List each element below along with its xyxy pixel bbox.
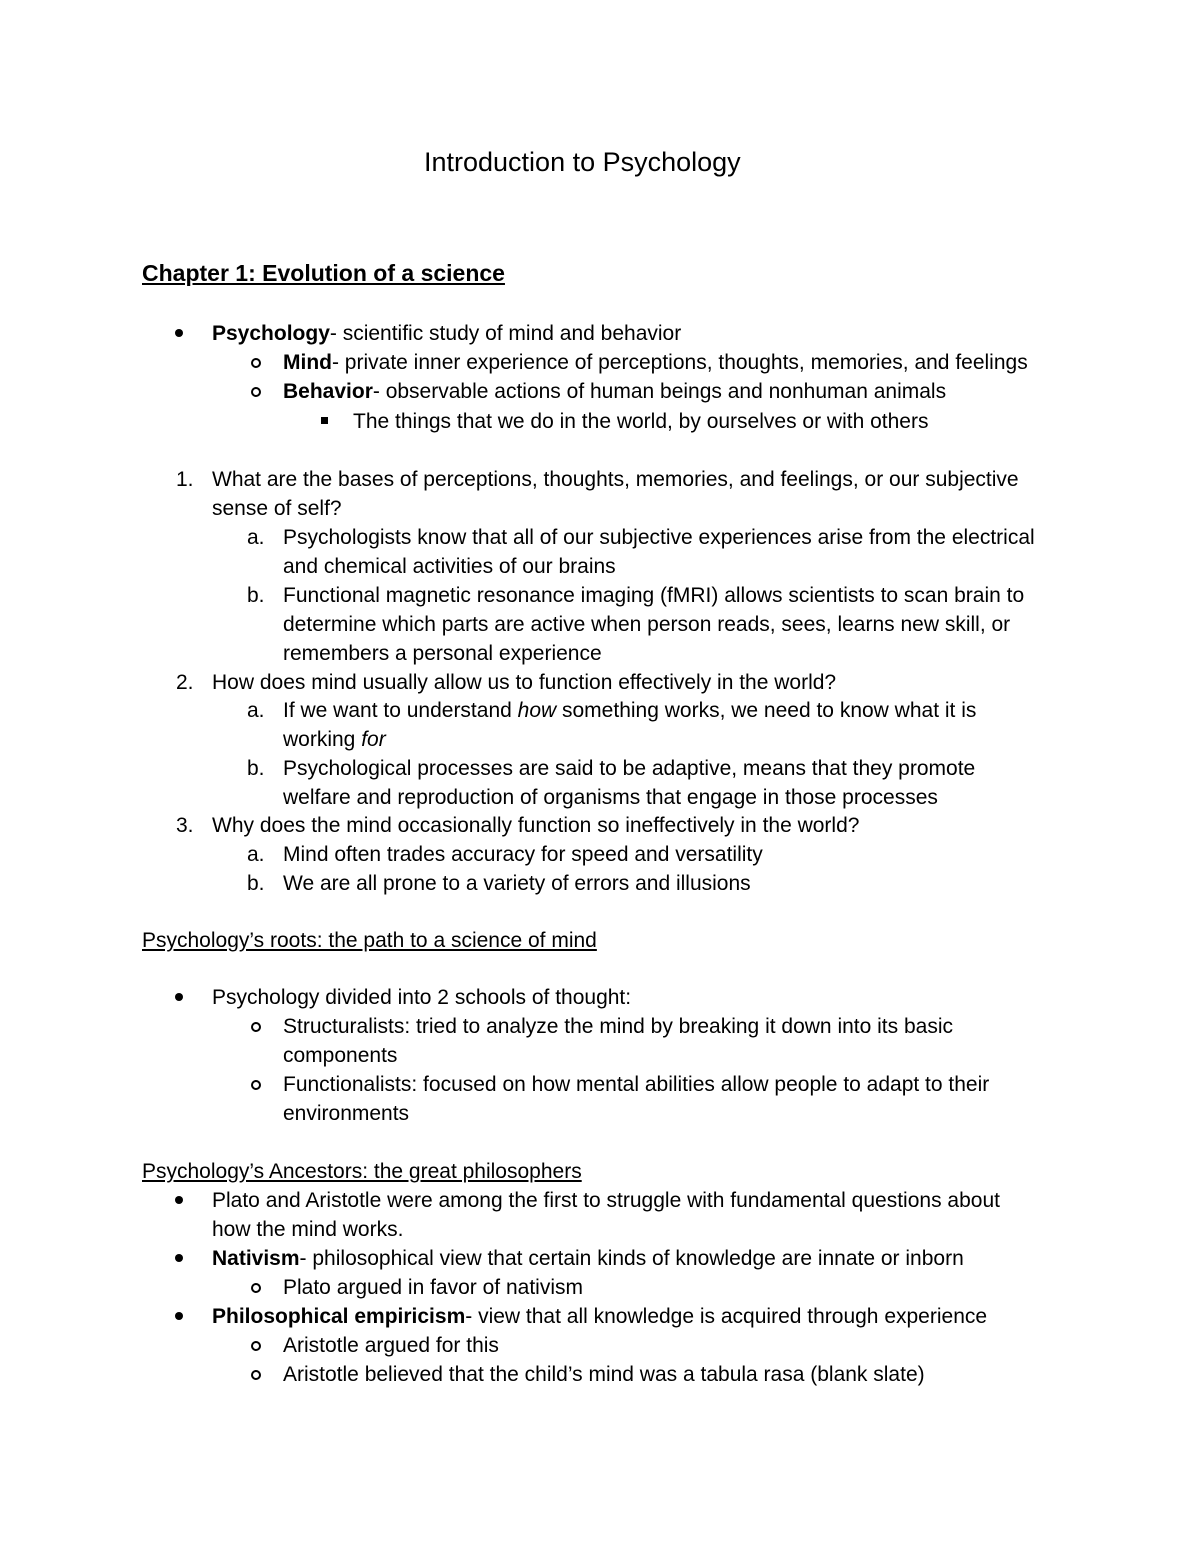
- answer-text: [283, 729, 386, 750]
- list-item-continuation: how the mind works.: [212, 1218, 404, 1241]
- term-mind: Mind: [283, 351, 332, 374]
- list-item-continuation: components: [283, 1044, 398, 1067]
- answer-text: We are all prone to a variety of errors and illusions: [283, 872, 751, 895]
- list-item: Structuralists: tried to analyze the mind by breaking it down into its basic: [283, 1015, 953, 1038]
- list-letter: b.: [247, 872, 265, 895]
- term-empiricism: Philosophical empiricism: [212, 1305, 466, 1328]
- list-item: [212, 323, 681, 344]
- bullet-dot-icon: [175, 1196, 183, 1204]
- bullet-dot-icon: [175, 1312, 183, 1320]
- text-run: something works, we need to know what it is: [556, 699, 977, 722]
- answer-text: Psychological processes are said to be adaptive, means that they promote: [283, 757, 976, 780]
- section-heading: Psychology’s roots: the path to a science of mind: [142, 929, 597, 952]
- bullet-circle-icon: [251, 1283, 261, 1293]
- bullet-dot-icon: [175, 329, 183, 337]
- bullet-square-icon: [321, 417, 328, 424]
- question-text: sense of self?: [212, 497, 342, 520]
- list-letter: b.: [247, 757, 265, 780]
- answer-text: determine which parts are active when person reads, sees, learns new skill, or: [283, 613, 1011, 636]
- list-item: Aristotle argued for this: [283, 1334, 499, 1357]
- definition: - philosophical view that certain kinds of knowledge are innate or inborn: [299, 1247, 964, 1270]
- list-letter: b.: [247, 584, 265, 607]
- list-letter: a.: [247, 843, 265, 866]
- list-item-continuation: environments: [283, 1102, 410, 1125]
- chapter-heading: Chapter 1: Evolution of a science: [142, 260, 505, 286]
- section-heading: Psychology’s Ancestors: the great philosophers: [142, 1160, 582, 1183]
- list-item: Functionalists: focused on how mental abilities allow people to adapt to their: [283, 1073, 990, 1096]
- bullet-circle-icon: [251, 387, 261, 397]
- list-item: [283, 352, 1028, 373]
- bullet-circle-icon: [251, 358, 261, 368]
- list-item: [283, 381, 946, 402]
- italic-run: how: [517, 699, 557, 722]
- list-number: 2.: [176, 671, 194, 694]
- list-number: 1.: [176, 468, 194, 491]
- answer-text: Mind often trades accuracy for speed and versatility: [283, 843, 763, 866]
- answer-text: remembers a personal experience: [283, 642, 602, 665]
- list-letter: a.: [247, 526, 265, 549]
- definition: - observable actions of human beings and nonhuman animals: [372, 380, 947, 403]
- list-item: Aristotle believed that the child’s mind was a tabula rasa (blank slate): [283, 1363, 925, 1386]
- answer-text: Psychologists know that all of our subjective experiences arise from the electrical: [283, 526, 1035, 549]
- list-item: [212, 1248, 964, 1269]
- answer-text: Functional magnetic resonance imaging (fMRI) allows scientists to scan brain to: [283, 584, 1025, 607]
- answer-text: [283, 700, 976, 721]
- term-nativism: Nativism: [212, 1247, 300, 1270]
- bullet-dot-icon: [175, 1254, 183, 1262]
- question-text: Why does the mind occasionally function so ineffectively in the world?: [212, 814, 860, 837]
- term-psychology: Psychology: [212, 322, 330, 345]
- bullet-circle-icon: [251, 1080, 261, 1090]
- definition: - scientific study of mind and behavior: [329, 322, 682, 345]
- bullet-dot-icon: [175, 993, 183, 1001]
- text-run: If we want to understand: [283, 699, 518, 722]
- bullet-circle-icon: [251, 1341, 261, 1351]
- list-item: Psychology divided into 2 schools of thought:: [212, 986, 632, 1009]
- definition: - private inner experience of perceptions, thoughts, memories, and feelings: [331, 351, 1028, 374]
- question-text: What are the bases of perceptions, thoughts, memories, and feelings, or our subjective: [212, 468, 1019, 491]
- list-item: Plato argued in favor of nativism: [283, 1276, 583, 1299]
- bullet-circle-icon: [251, 1370, 261, 1380]
- list-number: 3.: [176, 814, 194, 837]
- list-item: [212, 1306, 987, 1327]
- list-item: The things that we do in the world, by ourselves or with others: [353, 410, 929, 433]
- text-run: working: [283, 728, 362, 751]
- question-text: How does mind usually allow us to function effectively in the world?: [212, 671, 837, 694]
- answer-text: welfare and reproduction of organisms that engage in those processes: [283, 786, 938, 809]
- list-item: Plato and Aristotle were among the first to struggle with fundamental questions about: [212, 1189, 1000, 1212]
- italic-run: for: [361, 728, 386, 751]
- page-title: Introduction to Psychology: [424, 147, 741, 177]
- answer-text: and chemical activities of our brains: [283, 555, 616, 578]
- list-letter: a.: [247, 699, 265, 722]
- definition: - view that all knowledge is acquired through experience: [465, 1305, 988, 1328]
- term-behavior: Behavior: [283, 380, 373, 403]
- bullet-circle-icon: [251, 1022, 261, 1032]
